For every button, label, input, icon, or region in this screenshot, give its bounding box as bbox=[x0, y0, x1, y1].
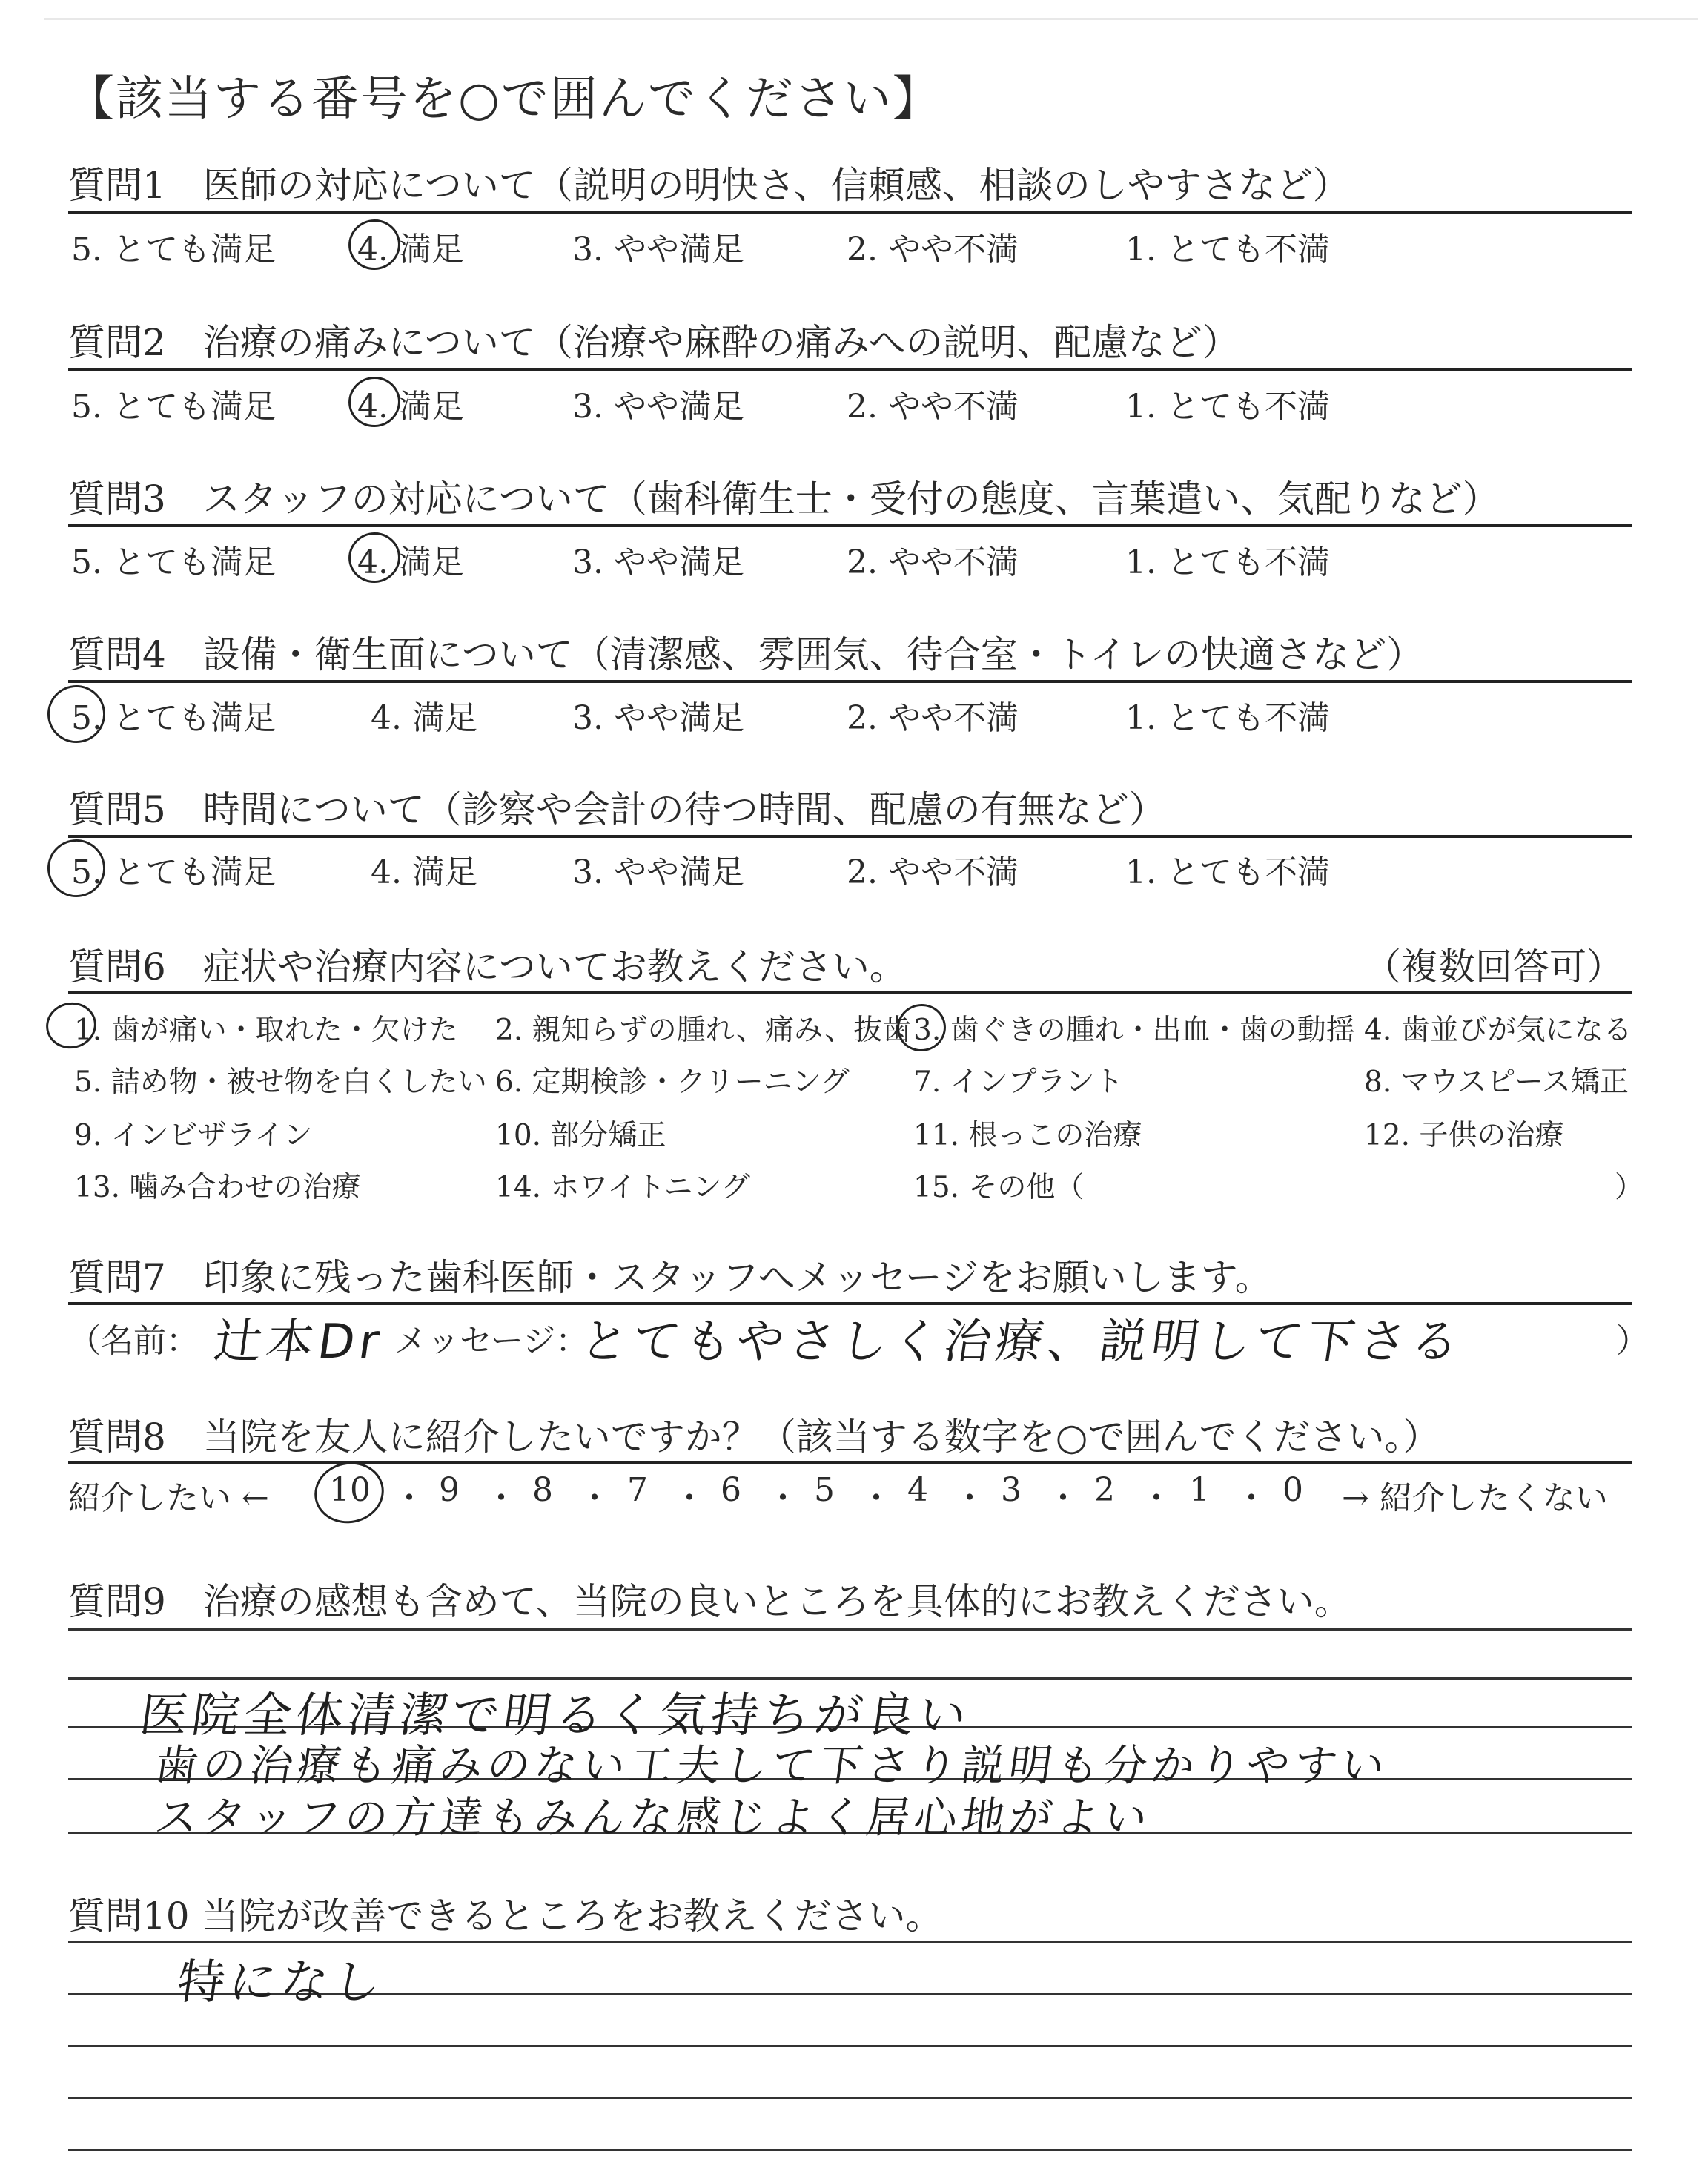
q6-option-2[interactable]: 2. 親知らずの腫れ、痛み、抜歯 bbox=[495, 1014, 912, 1047]
page-top-edge bbox=[44, 18, 1698, 20]
q8-scale-5[interactable]: 5 bbox=[814, 1471, 835, 1509]
q10-line-1 bbox=[68, 1941, 1632, 1943]
q2-rule bbox=[68, 368, 1632, 371]
q4-option-5[interactable]: 5. とても満足 bbox=[71, 699, 276, 737]
q6-option-3[interactable]: 3. 歯ぐきの腫れ・出血・歯の動揺 bbox=[913, 1014, 1355, 1047]
q6-option-15[interactable]: 15. その他（ bbox=[913, 1171, 1085, 1204]
q8-scale-6[interactable]: 6 bbox=[721, 1471, 741, 1509]
q6-option-5[interactable]: 5. 詰め物・被せ物を白くしたい bbox=[74, 1066, 487, 1099]
q10-answer[interactable]: 特になし bbox=[173, 1955, 389, 2010]
q8-scale-dot: ・ bbox=[485, 1479, 517, 1517]
q10-heading: 質問10 当院が改善できるところをお教えください。 bbox=[68, 1895, 943, 1938]
q6-multiple-note: （複数回答可） bbox=[1364, 945, 1623, 988]
q8-scale-dot: ・ bbox=[1047, 1479, 1079, 1517]
q6-rule bbox=[68, 991, 1632, 994]
q6-option-7[interactable]: 7. インプラント bbox=[913, 1066, 1124, 1099]
q8-scale-9[interactable]: 9 bbox=[439, 1471, 460, 1509]
q6-option-10[interactable]: 10. 部分矯正 bbox=[495, 1119, 666, 1152]
q1-option-2[interactable]: 2. やや不満 bbox=[847, 231, 1019, 268]
q9-answer-line-2[interactable]: 歯の治療も痛みのない工夫して下さり説明も分かりやすい bbox=[151, 1740, 1393, 1791]
q8-scale-0[interactable]: 0 bbox=[1282, 1471, 1303, 1509]
q6-option-12[interactable]: 12. 子供の治療 bbox=[1364, 1119, 1564, 1152]
q9-heading: 質問9 治療の感想も含めて、当院の良いところを具体的にお教えください。 bbox=[68, 1580, 1351, 1623]
q10-line-3 bbox=[68, 2045, 1632, 2047]
q7-message-label: メッセージ： bbox=[394, 1322, 589, 1360]
q6-option-8[interactable]: 8. マウスピース矯正 bbox=[1364, 1066, 1629, 1099]
q8-scale-dot: ・ bbox=[1235, 1479, 1268, 1517]
q8-scale-1[interactable]: 1 bbox=[1189, 1471, 1210, 1509]
q3-option-4[interactable]: 4. 満足 bbox=[357, 544, 464, 581]
q3-option-5[interactable]: 5. とても満足 bbox=[71, 544, 276, 581]
q5-option-1[interactable]: 1. とても不満 bbox=[1125, 853, 1330, 891]
q8-scale-10[interactable]: 10 bbox=[329, 1471, 371, 1509]
q4-option-4[interactable]: 4. 満足 bbox=[371, 699, 477, 737]
q9-answer-line-1[interactable]: 医院全体清潔で明るく気持ちが良い bbox=[136, 1688, 975, 1743]
q1-option-4[interactable]: 4. 満足 bbox=[357, 231, 464, 268]
q7-heading: 質問7 印象に残った歯科医師・スタッフへメッセージをお願いします。 bbox=[68, 1256, 1272, 1299]
q1-heading: 質問1 医師の対応について（説明の明快さ、信頼感、相談のしやすさなど） bbox=[68, 164, 1350, 207]
q6-other-close-paren: ） bbox=[1615, 1171, 1644, 1204]
q4-rule bbox=[68, 680, 1632, 683]
q6-option-4[interactable]: 4. 歯並びが気になる bbox=[1364, 1014, 1632, 1047]
q6-option-1[interactable]: 1. 歯が痛い・取れた・欠けた bbox=[74, 1014, 458, 1047]
q6-option-11[interactable]: 11. 根っこの治療 bbox=[913, 1119, 1142, 1152]
q5-option-2[interactable]: 2. やや不満 bbox=[847, 853, 1019, 891]
q2-option-5[interactable]: 5. とても満足 bbox=[71, 388, 276, 426]
q4-option-2[interactable]: 2. やや不満 bbox=[847, 699, 1019, 737]
q2-option-4[interactable]: 4. 満足 bbox=[357, 388, 464, 426]
q1-option-5[interactable]: 5. とても満足 bbox=[71, 231, 276, 268]
q3-option-3[interactable]: 3. やや満足 bbox=[572, 544, 744, 581]
q5-option-3[interactable]: 3. やや満足 bbox=[572, 853, 744, 891]
q8-scale-3[interactable]: 3 bbox=[1001, 1471, 1022, 1509]
q6-option-9[interactable]: 9. インビザライン bbox=[74, 1119, 313, 1152]
q9-answer-line-3[interactable]: スタッフの方達もみんな感じよく居心地がよい bbox=[151, 1792, 1156, 1843]
q8-scale-4[interactable]: 4 bbox=[907, 1471, 928, 1509]
q2-option-3[interactable]: 3. やや満足 bbox=[572, 388, 744, 426]
q8-scale-dot: ・ bbox=[1140, 1479, 1173, 1517]
q7-message-handwritten[interactable]: とてもやさしく治療、説明して下さる bbox=[576, 1315, 1467, 1370]
q6-heading: 質問6 症状や治療内容についてお教えください。 bbox=[68, 945, 907, 988]
q8-scale-8[interactable]: 8 bbox=[532, 1471, 553, 1509]
q8-scale-dot: ・ bbox=[578, 1479, 611, 1517]
q8-right-label: → 紹介したくない bbox=[1342, 1479, 1608, 1517]
q8-left-label: 紹介したい ← bbox=[68, 1479, 269, 1517]
q8-heading: 質問8 当院を友人に紹介したいですか？（該当する数字を○で囲んでください。） bbox=[68, 1416, 1440, 1459]
q10-line-4 bbox=[68, 2097, 1632, 2099]
q1-option-1[interactable]: 1. とても不満 bbox=[1125, 231, 1330, 268]
q4-heading: 質問4 設備・衛生面について（清潔感、雰囲気、待合室・トイレの快適さなど） bbox=[68, 633, 1424, 676]
q2-option-1[interactable]: 1. とても不満 bbox=[1125, 388, 1330, 426]
q8-rule bbox=[68, 1461, 1632, 1464]
q8-scale-dot: ・ bbox=[767, 1479, 799, 1517]
q3-option-1[interactable]: 1. とても不満 bbox=[1125, 544, 1330, 581]
q5-option-4[interactable]: 4. 満足 bbox=[371, 853, 477, 891]
q6-option-13[interactable]: 13. 噛み合わせの治療 bbox=[74, 1171, 361, 1204]
q7-name-label: （名前： bbox=[68, 1322, 199, 1360]
q8-answer-circle bbox=[309, 1456, 390, 1530]
q9-line-1 bbox=[68, 1628, 1632, 1631]
q3-option-2[interactable]: 2. やや不満 bbox=[847, 544, 1019, 581]
q3-heading: 質問3 スタッフの対応について（歯科衛生士・受付の態度、言葉遣い、気配りなど） bbox=[68, 478, 1500, 521]
q8-scale-dot: ・ bbox=[860, 1479, 893, 1517]
q6-option-14[interactable]: 14. ホワイトニング bbox=[495, 1171, 750, 1204]
q6-option-6[interactable]: 6. 定期検診・クリーニング bbox=[495, 1066, 850, 1099]
q5-option-5[interactable]: 5. とても満足 bbox=[71, 853, 276, 891]
q5-rule bbox=[68, 835, 1632, 838]
q1-option-3[interactable]: 3. やや満足 bbox=[572, 231, 744, 268]
q8-scale-7[interactable]: 7 bbox=[627, 1471, 648, 1509]
q8-scale-dot: ・ bbox=[953, 1479, 986, 1517]
q2-heading: 質問2 治療の痛みについて（治療や麻酔の痛みへの説明、配慮など） bbox=[68, 321, 1239, 364]
q10-line-5 bbox=[68, 2149, 1632, 2151]
q4-option-1[interactable]: 1. とても不満 bbox=[1125, 699, 1330, 737]
q2-option-2[interactable]: 2. やや不満 bbox=[847, 388, 1019, 426]
q3-rule bbox=[68, 524, 1632, 527]
form-title: 【該当する番号を○で囲んでください】 bbox=[67, 72, 941, 127]
q8-scale-2[interactable]: 2 bbox=[1094, 1471, 1115, 1509]
q5-heading: 質問5 時間について（診察や会計の待つ時間、配慮の有無など） bbox=[68, 788, 1166, 831]
q7-close-paren: ） bbox=[1616, 1322, 1649, 1360]
q1-rule bbox=[68, 211, 1632, 214]
q8-scale-dot: ・ bbox=[673, 1479, 706, 1517]
q7-name-handwritten[interactable]: 辻本Dr bbox=[210, 1315, 387, 1370]
q8-scale-dot: ・ bbox=[393, 1479, 426, 1517]
q4-option-3[interactable]: 3. やや満足 bbox=[572, 699, 744, 737]
